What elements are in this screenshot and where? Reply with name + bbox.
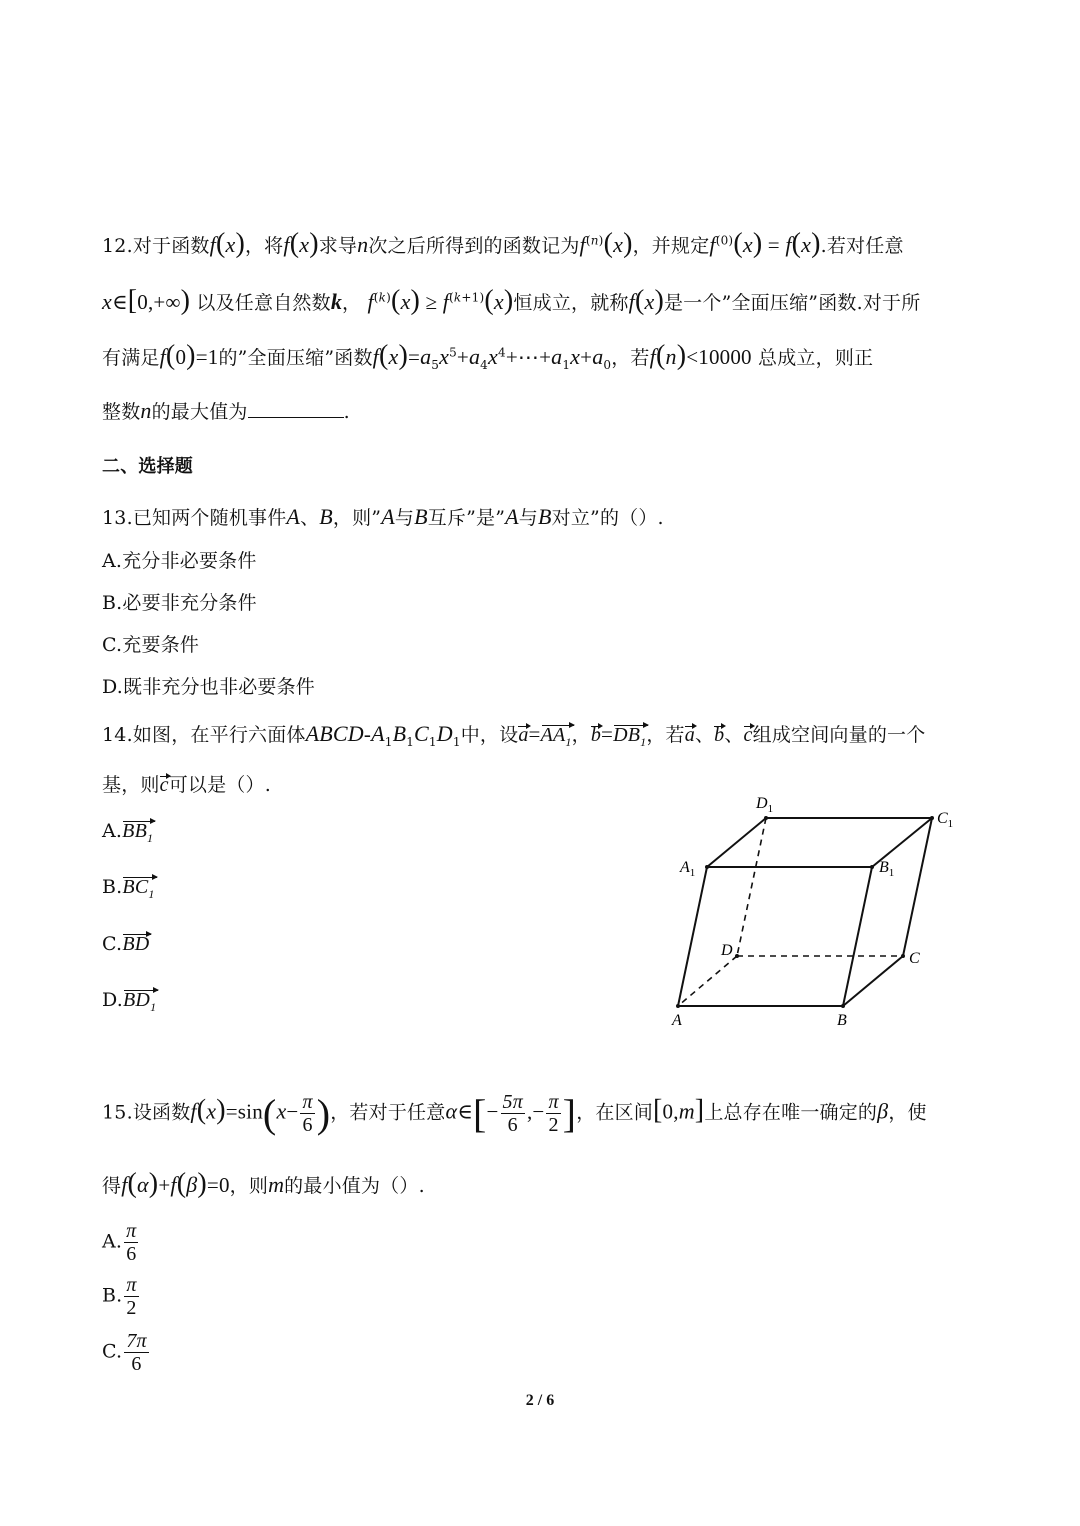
- label-c1: $C_1$: [937, 810, 954, 830]
- q14-line-2: 基，则c可以是（）.: [102, 774, 271, 796]
- q12-line-1: 12.对于函数f(x)，将f(x)求导n次之后所得到的函数记为$f^{(n)}(x)$，并规定$f^{(0)}(x) = f(x)$.若对任意: [102, 228, 904, 259]
- label-a1: $A_1$: [680, 859, 696, 879]
- answer-blank: [248, 399, 344, 418]
- q14-option-c: C.BD: [102, 933, 150, 955]
- label-a: A: [672, 1012, 682, 1029]
- label-d1: $D_1$: [756, 795, 774, 815]
- q15-line-2: 得f(α)+f(β)=0，则m的最小值为（）.: [102, 1168, 425, 1199]
- q15-option-a: A. $\frac{\pi}{6}$: [102, 1220, 137, 1265]
- q13-option-c: C.充要条件: [102, 634, 200, 656]
- q12-line-3: 有满足f(0)=1的”全面压缩”函数$f(x)=a_5x^5+a_4x^4+\cdots+a_1x+a_0$，若f(n)<10000 总成立，则正: [102, 340, 874, 372]
- q12-line-4: 整数n的最大值为 .: [102, 398, 350, 423]
- q12-line-2: x∈[0,+∞) 以及任意自然数k， $f^{(k)}(x) \ge f^{(k+1)}(x)$恒成立，就称f(x)是一个”全面压缩”函数.对于所: [102, 285, 921, 316]
- parallelepiped-figure: [660, 790, 970, 1040]
- q13-option-a: A.充分非必要条件: [102, 550, 257, 572]
- q14-line-1: 14.如图，在平行六面体ABCD-$A_1B_1C_1D_1$中，设$a=AA_1$，$b=DB_1$，若a、b、c组成空间向量的一个: [102, 721, 926, 749]
- q15-line-1: 15.设函数f(x)=sin(x− $\frac{\pi}{6}$ )，若对于任意α∈[− $\frac{5\pi}{6}$ ,− $\frac{\pi}{2}$ ]，在区间[0,m]上总存在唯一确定的β，使: [102, 1091, 927, 1136]
- q14-option-d: $D.BD_1$: [102, 989, 157, 1014]
- q13-option-b: B.必要非充分条件: [102, 592, 257, 614]
- page-number: 2 / 6: [525, 1392, 555, 1409]
- math: f: [209, 232, 216, 257]
- label-d: D: [721, 942, 733, 959]
- section-heading: 二、选择题: [102, 456, 193, 477]
- q13-stem: 13.已知两个随机事件A、B，则”A与B互斥”是”A与B对立”的（）.: [102, 504, 664, 529]
- q15-option-b: B. $\frac{\pi}{2}$: [102, 1274, 137, 1319]
- label-c: C: [909, 950, 920, 967]
- q14-option-a: $A.BB_1$: [102, 820, 154, 845]
- q15-option-c: C. $\frac{7\pi}{6}$: [102, 1330, 147, 1375]
- label-b: B: [837, 1012, 847, 1029]
- q13-option-d: D.既非充分也非必要条件: [102, 676, 315, 698]
- q14-option-b: $B.BC_1$: [102, 876, 155, 901]
- label-b1: $B_1$: [879, 859, 895, 879]
